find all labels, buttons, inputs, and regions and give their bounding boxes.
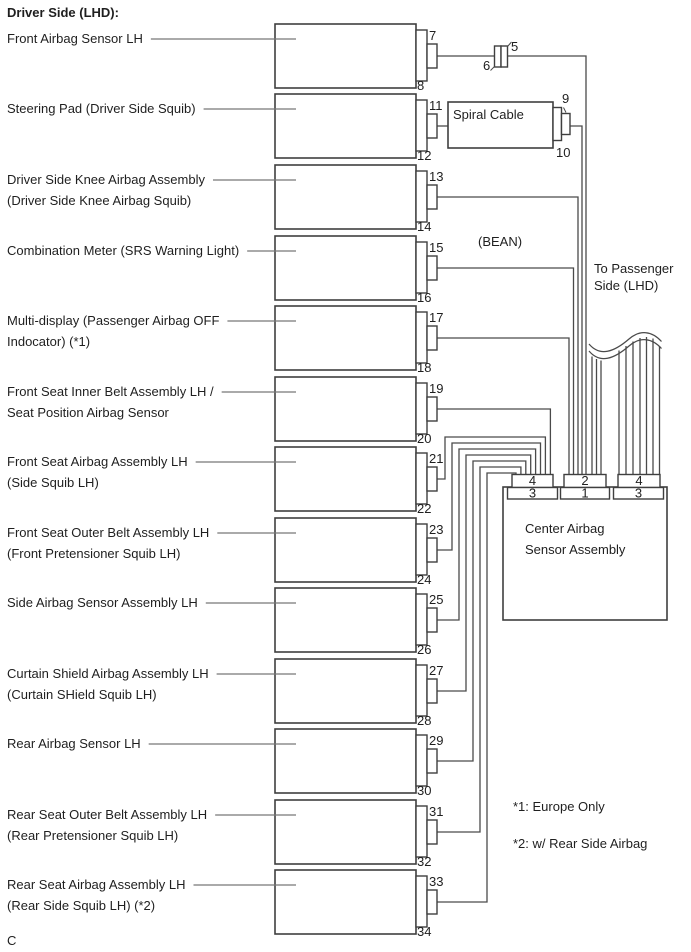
component-label: (Rear Side Squib LH) (*2) bbox=[7, 898, 156, 913]
pin-number-label: 14 bbox=[417, 219, 432, 234]
component-box bbox=[275, 588, 416, 652]
component-connector-tab bbox=[416, 524, 427, 575]
assembly-connector-number: 3 bbox=[634, 485, 643, 501]
component-box bbox=[275, 377, 416, 441]
note-europe-only: *1: Europe Only bbox=[513, 799, 605, 814]
pin-number-label: 15 bbox=[429, 240, 444, 255]
pin-number-label: 33 bbox=[429, 874, 444, 889]
inline-connector-half bbox=[495, 46, 502, 67]
note-rear-side-airbag: *2: w/ Rear Side Airbag bbox=[513, 836, 648, 851]
component-label: Combination Meter (SRS Warning Light) bbox=[7, 243, 240, 258]
pin-number-label: 10 bbox=[556, 145, 571, 160]
pin-number-label: 16 bbox=[417, 290, 432, 305]
inline-connector-tick bbox=[491, 67, 495, 71]
component-connector-plug bbox=[427, 185, 437, 209]
component-connector-plug bbox=[427, 608, 437, 632]
assembly-connector-number: 1 bbox=[581, 485, 589, 501]
pin-number-label: 26 bbox=[417, 642, 432, 657]
component-label: Driver Side Knee Airbag Assembly bbox=[7, 172, 205, 187]
component-label: Steering Pad (Driver Side Squib) bbox=[7, 101, 196, 116]
component-connector-plug bbox=[427, 326, 437, 350]
component-connector-tab bbox=[416, 594, 427, 645]
center-assembly-label-line2: Sensor Assembly bbox=[525, 542, 626, 557]
component-connector-tab bbox=[416, 735, 427, 786]
assembly-connector-number: 3 bbox=[528, 485, 537, 501]
wire-seat-position-sensor bbox=[437, 409, 550, 475]
component-connector-plug bbox=[427, 538, 437, 562]
pin-number-label: 6 bbox=[483, 58, 491, 73]
component-connector-plug bbox=[427, 114, 437, 138]
inline-connector-half bbox=[501, 46, 508, 67]
component-connector-tab bbox=[416, 876, 427, 927]
component-label: Front Seat Airbag Assembly LH bbox=[7, 454, 188, 469]
component-box bbox=[275, 447, 416, 511]
pin-number-label: 9 bbox=[562, 91, 570, 106]
pin-number-label: 18 bbox=[417, 360, 432, 375]
pin-number-label: 22 bbox=[417, 501, 432, 516]
component-label: Front Seat Outer Belt Assembly LH bbox=[7, 525, 210, 540]
assembly-connector-number: 4 bbox=[528, 473, 537, 488]
spiral-cable-connector-tab bbox=[553, 108, 562, 141]
pin-number-label: 23 bbox=[429, 522, 444, 537]
pin-number-label: 7 bbox=[429, 28, 437, 43]
component-label: (Driver Side Knee Airbag Squib) bbox=[7, 193, 192, 208]
diagram-title: Driver Side (LHD): bbox=[7, 5, 119, 20]
component-box bbox=[275, 800, 416, 864]
component-connector-tab bbox=[416, 171, 427, 222]
component-box bbox=[275, 870, 416, 934]
wire-multi-display bbox=[437, 338, 569, 475]
component-box bbox=[275, 236, 416, 300]
component-label: Indocator) (*1) bbox=[7, 334, 91, 349]
pin-number-label: 24 bbox=[417, 572, 432, 587]
passenger-side-label-line1: To Passenger bbox=[594, 261, 674, 276]
component-label: Curtain Shield Airbag Assembly LH bbox=[7, 666, 209, 681]
spiral-cable-label: Spiral Cable bbox=[453, 107, 524, 122]
component-connector-tab bbox=[416, 100, 427, 151]
component-label: (Curtain SHield Squib LH) bbox=[7, 687, 157, 702]
pin-number-label: 27 bbox=[429, 663, 444, 678]
component-connector-plug bbox=[427, 890, 437, 914]
passenger-side-label bbox=[594, 260, 674, 294]
component-label: Multi-display (Passenger Airbag OFF bbox=[7, 313, 220, 328]
component-label: Rear Seat Airbag Assembly LH bbox=[7, 877, 186, 892]
pin-number-label: 34 bbox=[417, 924, 432, 939]
component-label: Rear Airbag Sensor LH bbox=[7, 736, 141, 751]
wire-spiral-to-center bbox=[570, 126, 582, 475]
pin-number-label: 32 bbox=[417, 854, 432, 869]
pin-number-label: 13 bbox=[429, 169, 444, 184]
pin-number-label: 31 bbox=[429, 804, 444, 819]
assembly-connector-number: 4 bbox=[635, 473, 643, 488]
component-connector-tab bbox=[416, 312, 427, 363]
component-connector-plug bbox=[427, 679, 437, 703]
pin-number-label: 19 bbox=[429, 381, 444, 396]
spiral-connector-tick bbox=[564, 108, 567, 113]
component-box bbox=[275, 518, 416, 582]
passenger-side-label-line2: Side (LHD) bbox=[594, 278, 659, 293]
component-label: Rear Seat Outer Belt Assembly LH bbox=[7, 807, 208, 822]
pin-number-label: 21 bbox=[429, 451, 444, 466]
component-connector-plug bbox=[427, 820, 437, 844]
component-box bbox=[275, 306, 416, 370]
component-connector-tab bbox=[416, 665, 427, 716]
pin-number-label: 20 bbox=[417, 431, 432, 446]
pin-number-label: 5 bbox=[511, 39, 519, 54]
component-connector-tab bbox=[416, 453, 427, 504]
component-box bbox=[275, 94, 416, 158]
component-box bbox=[275, 165, 416, 229]
component-box bbox=[275, 659, 416, 723]
component-box bbox=[275, 729, 416, 793]
component-connector-tab bbox=[416, 806, 427, 857]
pin-number-label: 17 bbox=[429, 310, 444, 325]
component-connector-plug bbox=[427, 749, 437, 773]
component-connector-plug bbox=[427, 44, 437, 68]
pin-number-label: 28 bbox=[417, 713, 432, 728]
pin-number-label: 25 bbox=[429, 592, 444, 607]
component-label: (Rear Pretensioner Squib LH) bbox=[7, 828, 179, 843]
pin-number-label: 11 bbox=[429, 98, 443, 113]
component-connector-tab bbox=[416, 30, 427, 81]
pin-number-label: 12 bbox=[417, 148, 432, 163]
component-connector-plug bbox=[427, 256, 437, 280]
component-box bbox=[275, 24, 416, 88]
page-footer-c: C bbox=[7, 933, 17, 948]
component-label: (Front Pretensioner Squib LH) bbox=[7, 546, 181, 561]
bean-label: (BEAN) bbox=[478, 234, 523, 249]
component-label: Seat Position Airbag Sensor bbox=[7, 405, 169, 420]
pin-number-label: 30 bbox=[417, 783, 432, 798]
center-assembly-label bbox=[525, 518, 625, 560]
component-label: Side Airbag Sensor Assembly LH bbox=[7, 595, 198, 610]
component-label: Front Airbag Sensor LH bbox=[7, 31, 143, 46]
component-connector-tab bbox=[416, 242, 427, 293]
pin-number-label: 8 bbox=[417, 78, 425, 93]
component-connector-plug bbox=[427, 467, 437, 491]
component-connector-tab bbox=[416, 383, 427, 434]
assembly-connector-number: 2 bbox=[581, 473, 589, 488]
component-label: Front Seat Inner Belt Assembly LH / bbox=[7, 384, 214, 399]
center-assembly-label-line1: Center Airbag bbox=[525, 521, 605, 536]
component-connector-plug bbox=[427, 397, 437, 421]
pin-number-label: 29 bbox=[429, 733, 444, 748]
spiral-cable-connector-plug bbox=[562, 114, 571, 135]
component-label: (Side Squib LH) bbox=[7, 475, 99, 490]
